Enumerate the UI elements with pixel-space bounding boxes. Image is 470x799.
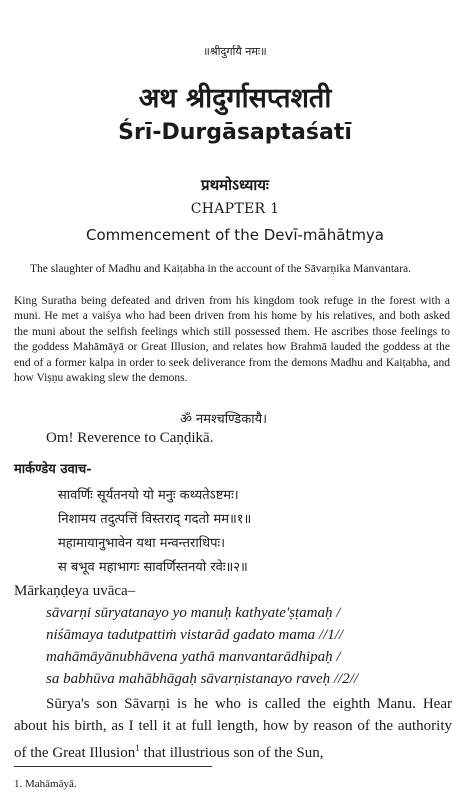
invocation-om-devanagari: ॐ नमश्चण्डिकायै। <box>180 412 268 427</box>
speaker-transliterated: Mārkaṇḍeya uvāca– <box>14 583 136 599</box>
chapter-label: CHAPTER 1 <box>190 201 280 217</box>
verse-devanagari-line: निशामय तदुत्पत्तिं विस्तराद् गदतो मम॥१॥ <box>58 512 252 527</box>
verse-devanagari-line: स बभूव महाभागः सावर्णिस्तनयो रवेः॥२॥ <box>58 560 248 575</box>
verse-transliterated-line: mahāmāyānubhāvena yathā manvantarādhipaḥ / <box>46 649 341 665</box>
verse-transliterated-line: niśāmaya tadutpattiṁ vistarād gadato mama //1// <box>46 627 344 643</box>
translation-paragraph <box>14 693 452 764</box>
verse-transliterated-line: sāvarṇi sūryatanayo yo manuḥ kathyate'ṣṭamaḥ / <box>46 605 341 621</box>
translation-text: Sūrya's son Sāvarṇi is he who is called the eighth Manu. Hear about his birth, as I tell it at full length, how by reason of the authority of the Great Illusion <box>14 696 452 761</box>
title-devanagari: अथ श्रीदुर्गासप्तशती <box>138 83 332 114</box>
chapter-heading-devanagari: प्रथमोऽध्यायः <box>201 176 269 194</box>
footnote-divider <box>14 766 212 767</box>
footnote: 1. Mahāmāyā. <box>14 778 77 790</box>
verse-transliterated-line: sa babhūva mahābhāgaḥ sāvarṇistanayo raveḥ //2// <box>46 671 359 687</box>
title-transliterated: Śrī-Durgāsaptaśatī <box>118 120 352 145</box>
chapter-summary-2: King Suratha being defeated and driven from his kingdom took refuge in the forest with a muni. He met a vaiśya who had been driven from his home by his relatives, and both asked the muni about the selfish feelings which still possessed them. He ascribes those feelings to the goddess Mahāmāyā or Great Illusion, and relates how Brahmā lauded the goddess at the end of a former kalpa in order to seek deliverance from the demons Madhu and Kaiṭabha, and how Viṣṇu awaking slew the demons. <box>14 295 450 385</box>
invocation-om-translation: Om! Reverence to Caṇḍikā. <box>46 430 214 446</box>
verse-devanagari-line: महामायानुभावेन यथा मन्वन्तराधिपः। <box>58 536 226 551</box>
footnote-marker[interactable]: 1 <box>135 743 140 753</box>
verse-devanagari-line: सावर्णिः सूर्यतनयो यो मनुः कथ्यतेऽष्टमः। <box>58 488 239 503</box>
speaker-devanagari: मार्कण्डेय उवाच- <box>14 462 92 477</box>
chapter-summary-1: The slaughter of Madhu and Kaiṭabha in the account of the Sāvarṇika Manvantara. <box>30 263 411 275</box>
chapter-title: Commencement of the Devī-māhātmya <box>86 226 384 244</box>
translation-text-continued: that illustrious son of the Sun, <box>139 745 324 761</box>
invocation-line: ॥श्रीदुर्गायै नमः॥ <box>203 45 267 58</box>
